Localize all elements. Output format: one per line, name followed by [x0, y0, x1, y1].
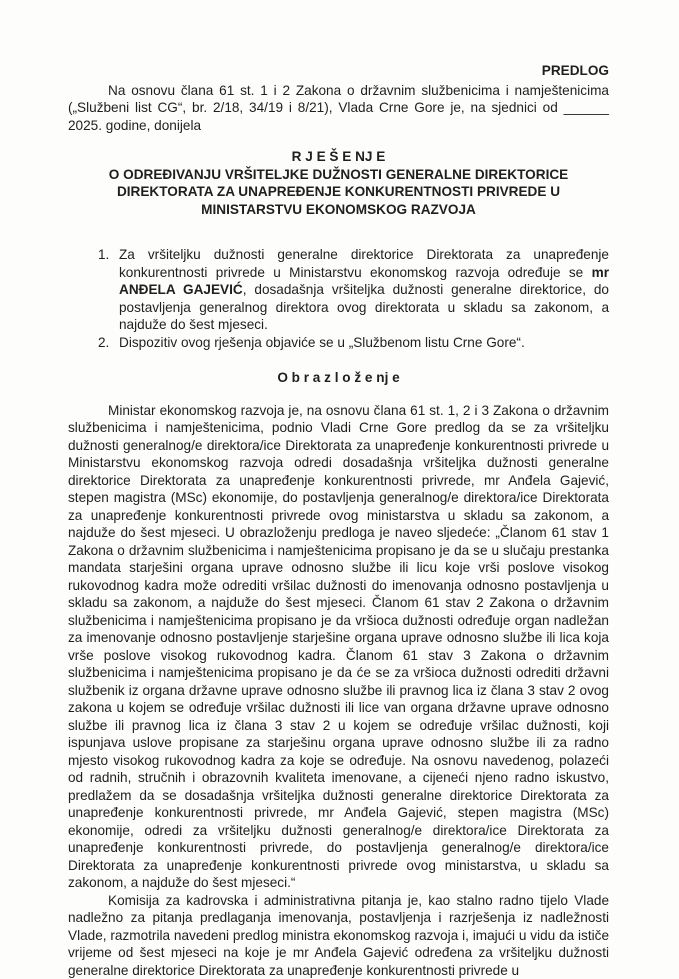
document-subtitle: O ODREĐIVANJU VRŠITELJKE DUŽNOSTI GENERALNE DIREKTORICE DIREKTORATA ZA UNAPREĐENJE KONKURENTNOSTI PRIVREDE U MINISTARSTVU EKONOMSKOG RAZVOJA	[68, 166, 609, 219]
list-item-text-after: , dosadašnja vršiteljka dužnosti generalne direktorice, do postavljenja generalnog direktora ovog direktorata u skladu sa zakonom, a najduže do šest mjeseci.	[119, 282, 609, 332]
list-item-number: 1.	[98, 246, 119, 264]
explanation-paragraph-2: Komisija za kadrovska i administrativna pitanja je, kao stalno radno tijelo Vlade nadležno za pitanja predlaganja imenovanja, postavljenja i razrješenja iz nadležnosti Vlade, razmotrila navedeni predlog ministra ekonomskog razvoja i, imajući u vidu da ističe vrijeme od šest mjeseci na koje je mr Anđela Gajević određena za vršiteljku dužnosti generalne direktorice Direktorata za unapređenje konkurentnosti privrede u	[68, 892, 609, 979]
list-item-text	[119, 246, 609, 334]
list-item-text: Dispozitiv ovog rješenja objaviće se u „Službenom listu Crne Gore“.	[119, 334, 609, 352]
list-item	[98, 334, 609, 352]
list-item	[98, 246, 609, 334]
predlog-label: PREDLOG	[68, 62, 609, 80]
list-item-number: 2.	[98, 334, 119, 352]
obrazlozenje-heading: O b r a z l o ž e nj e	[68, 369, 609, 387]
appointee-name: mr ANĐELA GAJEVIĆ	[119, 265, 609, 298]
ruling-list	[68, 246, 609, 351]
document-title: R J E Š E NJ E	[68, 148, 609, 166]
list-item-text-before: Za vršiteljku dužnosti generalne direktorice Direktorata za unapređenje konkurentnosti privrede u Ministarstvu ekonomskog razvoja određuje se	[119, 247, 609, 280]
intro-paragraph: Na osnovu člana 61 st. 1 i 2 Zakona o državnim službenicima i namještenicima („Službeni list CG“, br. 2/18, 34/19 i 8/21), Vlada Crne Gore je, na sjednici od ______ 2025. godine, donijela	[68, 82, 609, 135]
explanation-paragraph-1: Ministar ekonomskog razvoja je, na osnovu člana 61 st. 1, 2 i 3 Zakona o državnim službenicima i namještenicima, podnio Vladi Crne Gore predlog da se za vršiteljku dužnosti generalnog/e direktora/ice Direktorata za unapređenje konkurentnosti privrede u Ministarstvu ekonomskog razvoja odredi dosadašnja vršiteljka dužnosti generalne direktorice Direktorata za unapređenje konkurentnosti privrede, mr Anđela Gajević, stepen magistra (MSc) ekonomije, do postavljenja generalnog/e direktora/ice Direktorata za unapređenje konkurentnosti privrede ovog ministarstva u skladu sa zakonom, a najduže do šest mjeseci. U obrazloženju predloga je naveo sljedeće: „Članom 61 stav 1 Zakona o državnim službenicima i namještenicima propisano je da se u slučaju prestanka mandata starješini organa uprave odnosno službe ili licu koje vrši poslove visokog rukovodnog kadra može odrediti vršilac dužnosti do imenovanja odnosno postavljenja u skladu sa zakonom, a najduže do šest mjeseci. Članom 61 stav 2 Zakona o državnim službenicima i namještenicima propisano je da vršioca dužnosti određuje organ nadležan za imenovanje odnosno postavljenje starješine organa uprave odnosno službe ili lica koja vrše poslove visokog rukovodnog kadra. Članom 61 stav 3 Zakona o državnim službenicima i namještenicima propisano je da će se za vršioca dužnosti odrediti državni službenik iz organa državne uprave odnosno službe ili pravnog lica iz člana 3 stav 2 ovog zakona u kojem se određuje vršilac dužnosti ili lice van organa državne uprave odnosno službe ili pravnog lica iz člana 3 stav 2 u kojem se određuje vršilac dužnosti, koji ispunjava uslove propisane za starješinu organa uprave odnosno službe ili za radno mjesto visokog rukovodnog kadra za koje se određuje. Na osnovu navedenog, polazeći od radnih, stručnih i obrazovnih kvaliteta imenovane, a cijeneći njeno radno iskustvo, predlažem da se dosadašnja vršiteljka dužnosti generalne direktorice Direktorata za unapređenje konkurentnosti privrede, mr Anđela Gajević, stepen magistra (MSc) ekonomije, odredi za vršiteljku dužnosti generalnog/e direktora/ice Direktorata za unapređenje konkurentnosti privrede, do postavljenja generalnog/e direktora/ice Direktorata za unapređenje konkurentnosti privrede ovog ministarstva, u skladu sa zakonom, a najduže do šest mjeseci.“	[68, 402, 609, 892]
